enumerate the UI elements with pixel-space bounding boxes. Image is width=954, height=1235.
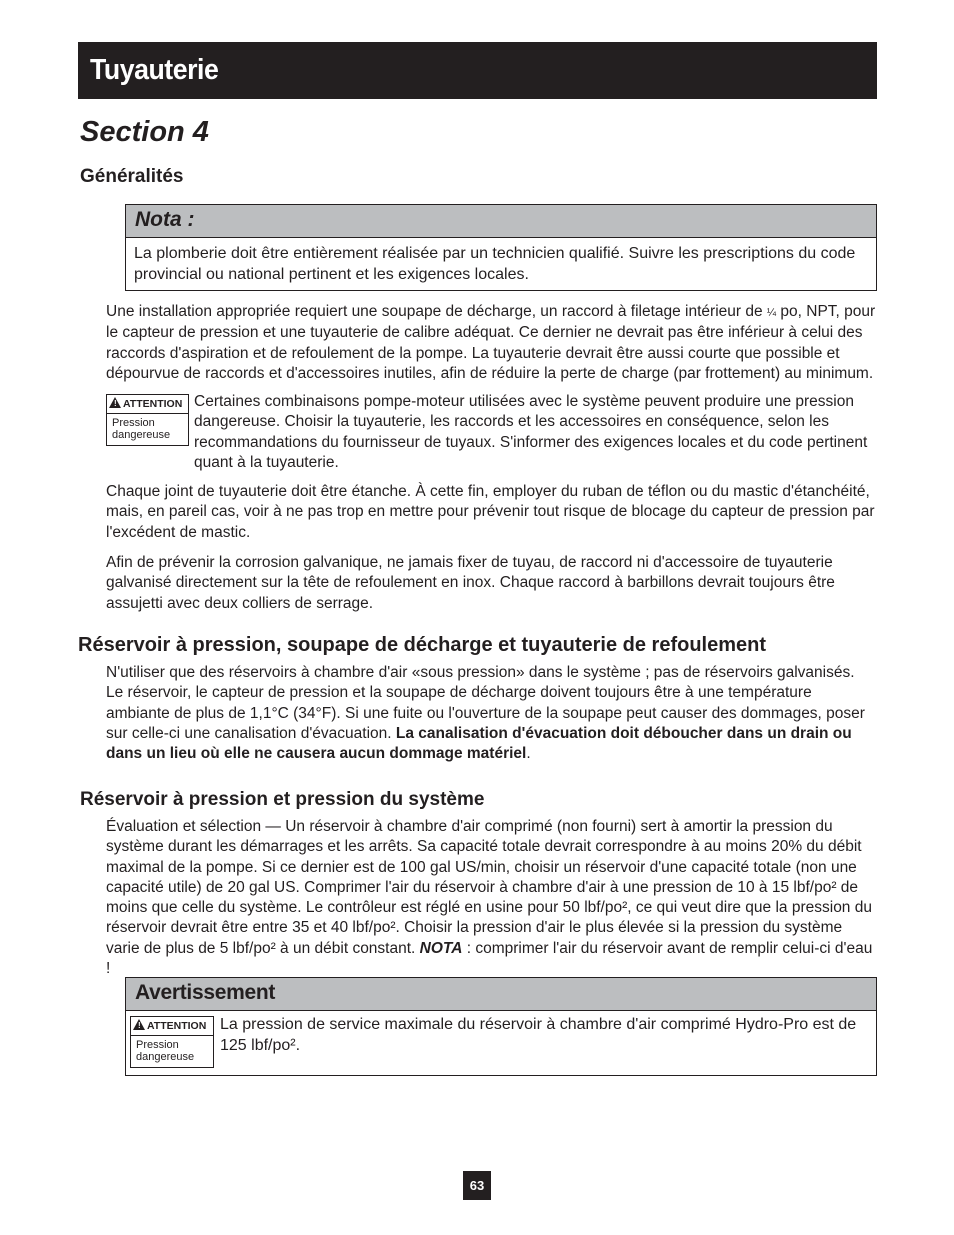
heading-reservoir-decharge: Réservoir à pression, soupape de décharge et tuyauterie de refoulement [78, 634, 766, 656]
paragraph-reservoir-decharge-bold: La canalisation d'évacuation doit déboucher dans un drain ou dans un lieu où elle ne causera aucun dommage matériel [106, 724, 852, 763]
warning-label: Avertissement [135, 981, 276, 1004]
paragraph-reservoir-systeme-end: : comprimer l'air du réservoir avant de remplir celui-ci d'eau ! [106, 939, 873, 978]
paragraph-joints: Chaque joint de tuyauterie doit être étanche. À cette fin, employer du ruban de téflon ou du mastic d'étanchéité, mais, en pareil cas, voir à ne pas trop en mettre pour prévenir tout risque de blocage du capteur de pression par l'excédent de mastic. [106, 483, 875, 541]
header-bar [78, 42, 877, 99]
page-header-title: Tuyauterie [90, 54, 219, 86]
note-box [125, 204, 877, 291]
note-text: La plomberie doit être entièrement réalisée par un technicien qualifié. Suivre les prescriptions du code provincial ou national pertinent et les exigences locales. [134, 245, 856, 283]
page-number: 63 [463, 1171, 491, 1200]
attention-text: ATTENTION [147, 1020, 207, 1032]
paragraph-corrosion: Afin de prévenir la corrosion galvanique, ne jamais fixer de tuyau, de raccord ni d'accessoire de tuyauterie galvanisé directement sur la tête de refoulement en inox. Chaque raccord à barbillons devrait toujours être assujetti avec deux colliers de serrage. [106, 554, 835, 612]
warning-box [125, 977, 877, 1076]
paragraph-installation-a: Une installation appropriée requiert une soupape de décharge, un raccord à filetage intérieur de [106, 303, 767, 320]
attention-line2: dangereuse [136, 1051, 195, 1063]
attention-label-pressure-2 [130, 1016, 214, 1068]
paragraph-reservoir-systeme [106, 817, 878, 979]
warning-triangle-icon: ! [109, 397, 121, 408]
attention-line2: dangereuse [112, 429, 171, 441]
heading-reservoir-systeme: Réservoir à pression et pression du système [80, 789, 485, 810]
note-label: Nota : [135, 208, 195, 231]
heading-generalites: Généralités [80, 166, 184, 187]
warning-triangle-icon: ! [133, 1019, 145, 1030]
attention-label-top [107, 395, 188, 414]
section-title: Section 4 [80, 116, 209, 148]
attention-label-bottom [131, 1036, 213, 1063]
attention-text: ATTENTION [123, 398, 183, 410]
paragraph-reservoir-decharge-end: . [526, 745, 531, 763]
paragraph-pressure-warning: Certaines combinaisons pompe-moteur utilisées avec le système peuvent produire une pression dangereuse. Choisir la tuyauterie, les raccords et les accessoires en conséquence, selon les recommandations du fournisseur de tuyaux. S'informer des exigences locales et du code pertinent quant à la tuyauterie. [194, 393, 868, 471]
paragraph-installation-b: po, NPT, pour le capteur de pression et une tuyauterie de calibre adéquat. Ce dernier ne devrait pas être inférieur à celui des raccords d'aspiration et de refoulement de la pompe. La tuyauterie devrait être aussi courte que possible et dépourvue de raccords et d'accessoires inutiles, afin de réduire la perte de charge (par frottement) au minimum. [106, 303, 876, 382]
attention-line1: Pression [136, 1039, 179, 1051]
paragraph-reservoir-decharge [106, 663, 876, 764]
attention-label-pressure [106, 394, 189, 446]
paragraph-reservoir-systeme-text: Évaluation et sélection — Un réservoir à chambre d'air comprimé (non fourni) sert à amortir la pression du système durant les démarrages et les arrêts. Sa capacité totale devrait correspondre à au moins 20% du débit maximal de la pompe. Si ce dernier est de 100 gal US/min, choisir un réservoir d'une capacité totale (non une capacité utile) de 20 gal US. Comprimer l'air du réservoir à chambre d'air à une pression de 10 à 15 lbf/po² de moins que celle du système. Le contrôleur est réglé en usine pour 50 lbf/po², ce qui veut dire que la pression du réservoir devrait être entre 35 et 40 lbf/po². Choisir la pression d'air le plus élevée si la pression du système varie de plus de 5 lbf/po² à un débit constant. [106, 818, 872, 957]
paragraph-reservoir-decharge-text: N'utiliser que des réservoirs à chambre d'air «sous pression» dans le système ; pas de réservoirs galvanisés. Le réservoir, le capteur de pression et la soupape de décharge doivent toujours être à une température ambiante de plus de 1,1°C (34°F). Si une fuite ou l'ouverture de la soupape peut causer des dommages, poser sur celle-ci une canalisation d'évacuation. [106, 664, 865, 742]
warning-text: La pression de service maximale du réservoir à chambre d'air comprimé Hydro-Pro est de 125 lbf/po². [220, 1016, 857, 1054]
paragraph-reservoir-systeme-nota: NOTA [419, 939, 463, 957]
paragraph-installation [106, 302, 876, 384]
paragraph-installation-fraction: ¼ [766, 307, 777, 319]
attention-label-top [131, 1017, 213, 1036]
warning-header [126, 978, 876, 1011]
attention-line1: Pression [112, 417, 155, 429]
attention-label-bottom [107, 414, 188, 441]
note-header [126, 205, 876, 238]
